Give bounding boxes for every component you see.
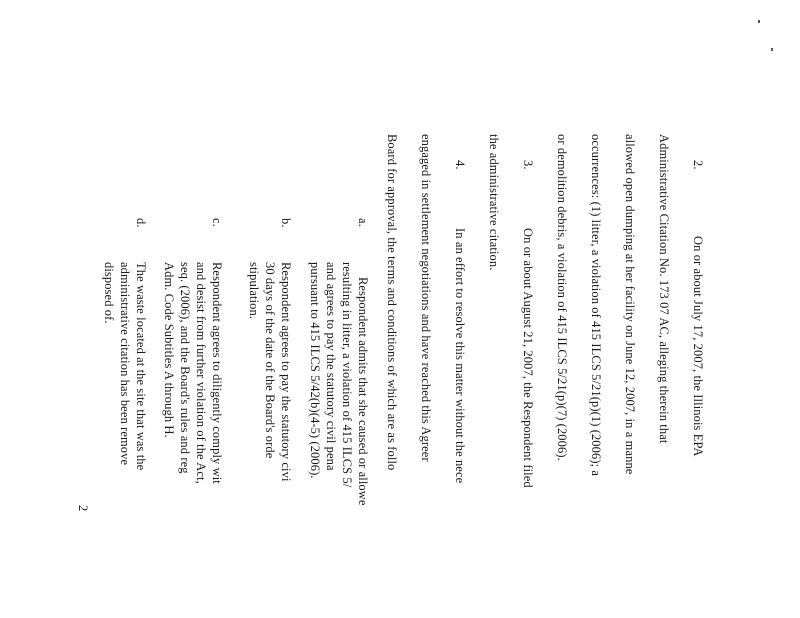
- item-d-label: d.: [134, 218, 148, 228]
- page-number: 2: [76, 505, 90, 512]
- paragraph-3-number: 3.: [521, 160, 535, 170]
- item-c-label: c.: [210, 218, 224, 227]
- paragraph-2-line: On or about July 17, 2007, the Illinois EPA: [691, 236, 705, 457]
- item-c-line: Adm. Code Subtitles A through H.: [162, 262, 176, 438]
- scan-speck: [771, 48, 773, 51]
- paragraph-4-line: Board for approval, the terms and conditions of which are as follo: [385, 134, 399, 471]
- paragraph-4-line: engaged in settlement negotiations and have reached this Agreer: [419, 134, 433, 462]
- item-c-line: seq. (2006), and the Board's rules and reg: [178, 262, 192, 474]
- item-c-line: and desist from further violation of the Act,: [194, 262, 208, 484]
- paragraph-3-line: On or about August 21, 2007, the Respondent filed: [521, 228, 535, 488]
- scan-speck: [758, 20, 760, 23]
- paragraph-2-number: 2.: [691, 160, 705, 170]
- item-b-line: Respondent agrees to pay the statutory civi: [279, 262, 293, 482]
- item-a-line: pursuant to 415 ILCS 5/42(b)(4-5) (2006).: [308, 262, 322, 479]
- item-b-label: b.: [279, 218, 293, 228]
- item-b-line: stipulation.: [247, 262, 261, 320]
- paragraph-4-line: In an effort to resolve this matter without the nece: [453, 228, 467, 484]
- item-c-line: Respondent agrees to diligently comply wit: [210, 262, 224, 484]
- item-a-line: resulting in litter, a violation of 415 ILCS 5/: [340, 262, 354, 488]
- paragraph-2-line: or demolition debris, a violation of 415 ILCS 5/21(p)(7) (2006).: [555, 134, 569, 461]
- paragraph-2-line: Administrative Citation No. 173 07 AC, alleging therein that: [657, 134, 671, 444]
- paragraph-2-line: occurrences: (1) litter, a violation of 415 ILCS 5/21(p)(1) (2006); a: [589, 134, 603, 477]
- paragraph-4-number: 4.: [453, 160, 467, 170]
- item-b-line: 30 days of the date of the Board's orde: [263, 262, 277, 459]
- item-d-line: administrative citation has been remove: [118, 262, 132, 466]
- item-d-line: The waste located at the site that was the: [134, 262, 148, 471]
- paragraph-2-line: allowed open dumping at her facility on June 12, 2007, in a manne: [623, 134, 637, 475]
- item-a-label: a.: [356, 218, 370, 227]
- paragraph-3-line: the administrative citation.: [487, 134, 501, 271]
- item-a-line: Respondent admits that she caused or allowe: [356, 277, 370, 506]
- item-d-line: disposed of.: [102, 262, 116, 324]
- item-a-line: and agrees to pay the statutory civil pena: [324, 262, 338, 471]
